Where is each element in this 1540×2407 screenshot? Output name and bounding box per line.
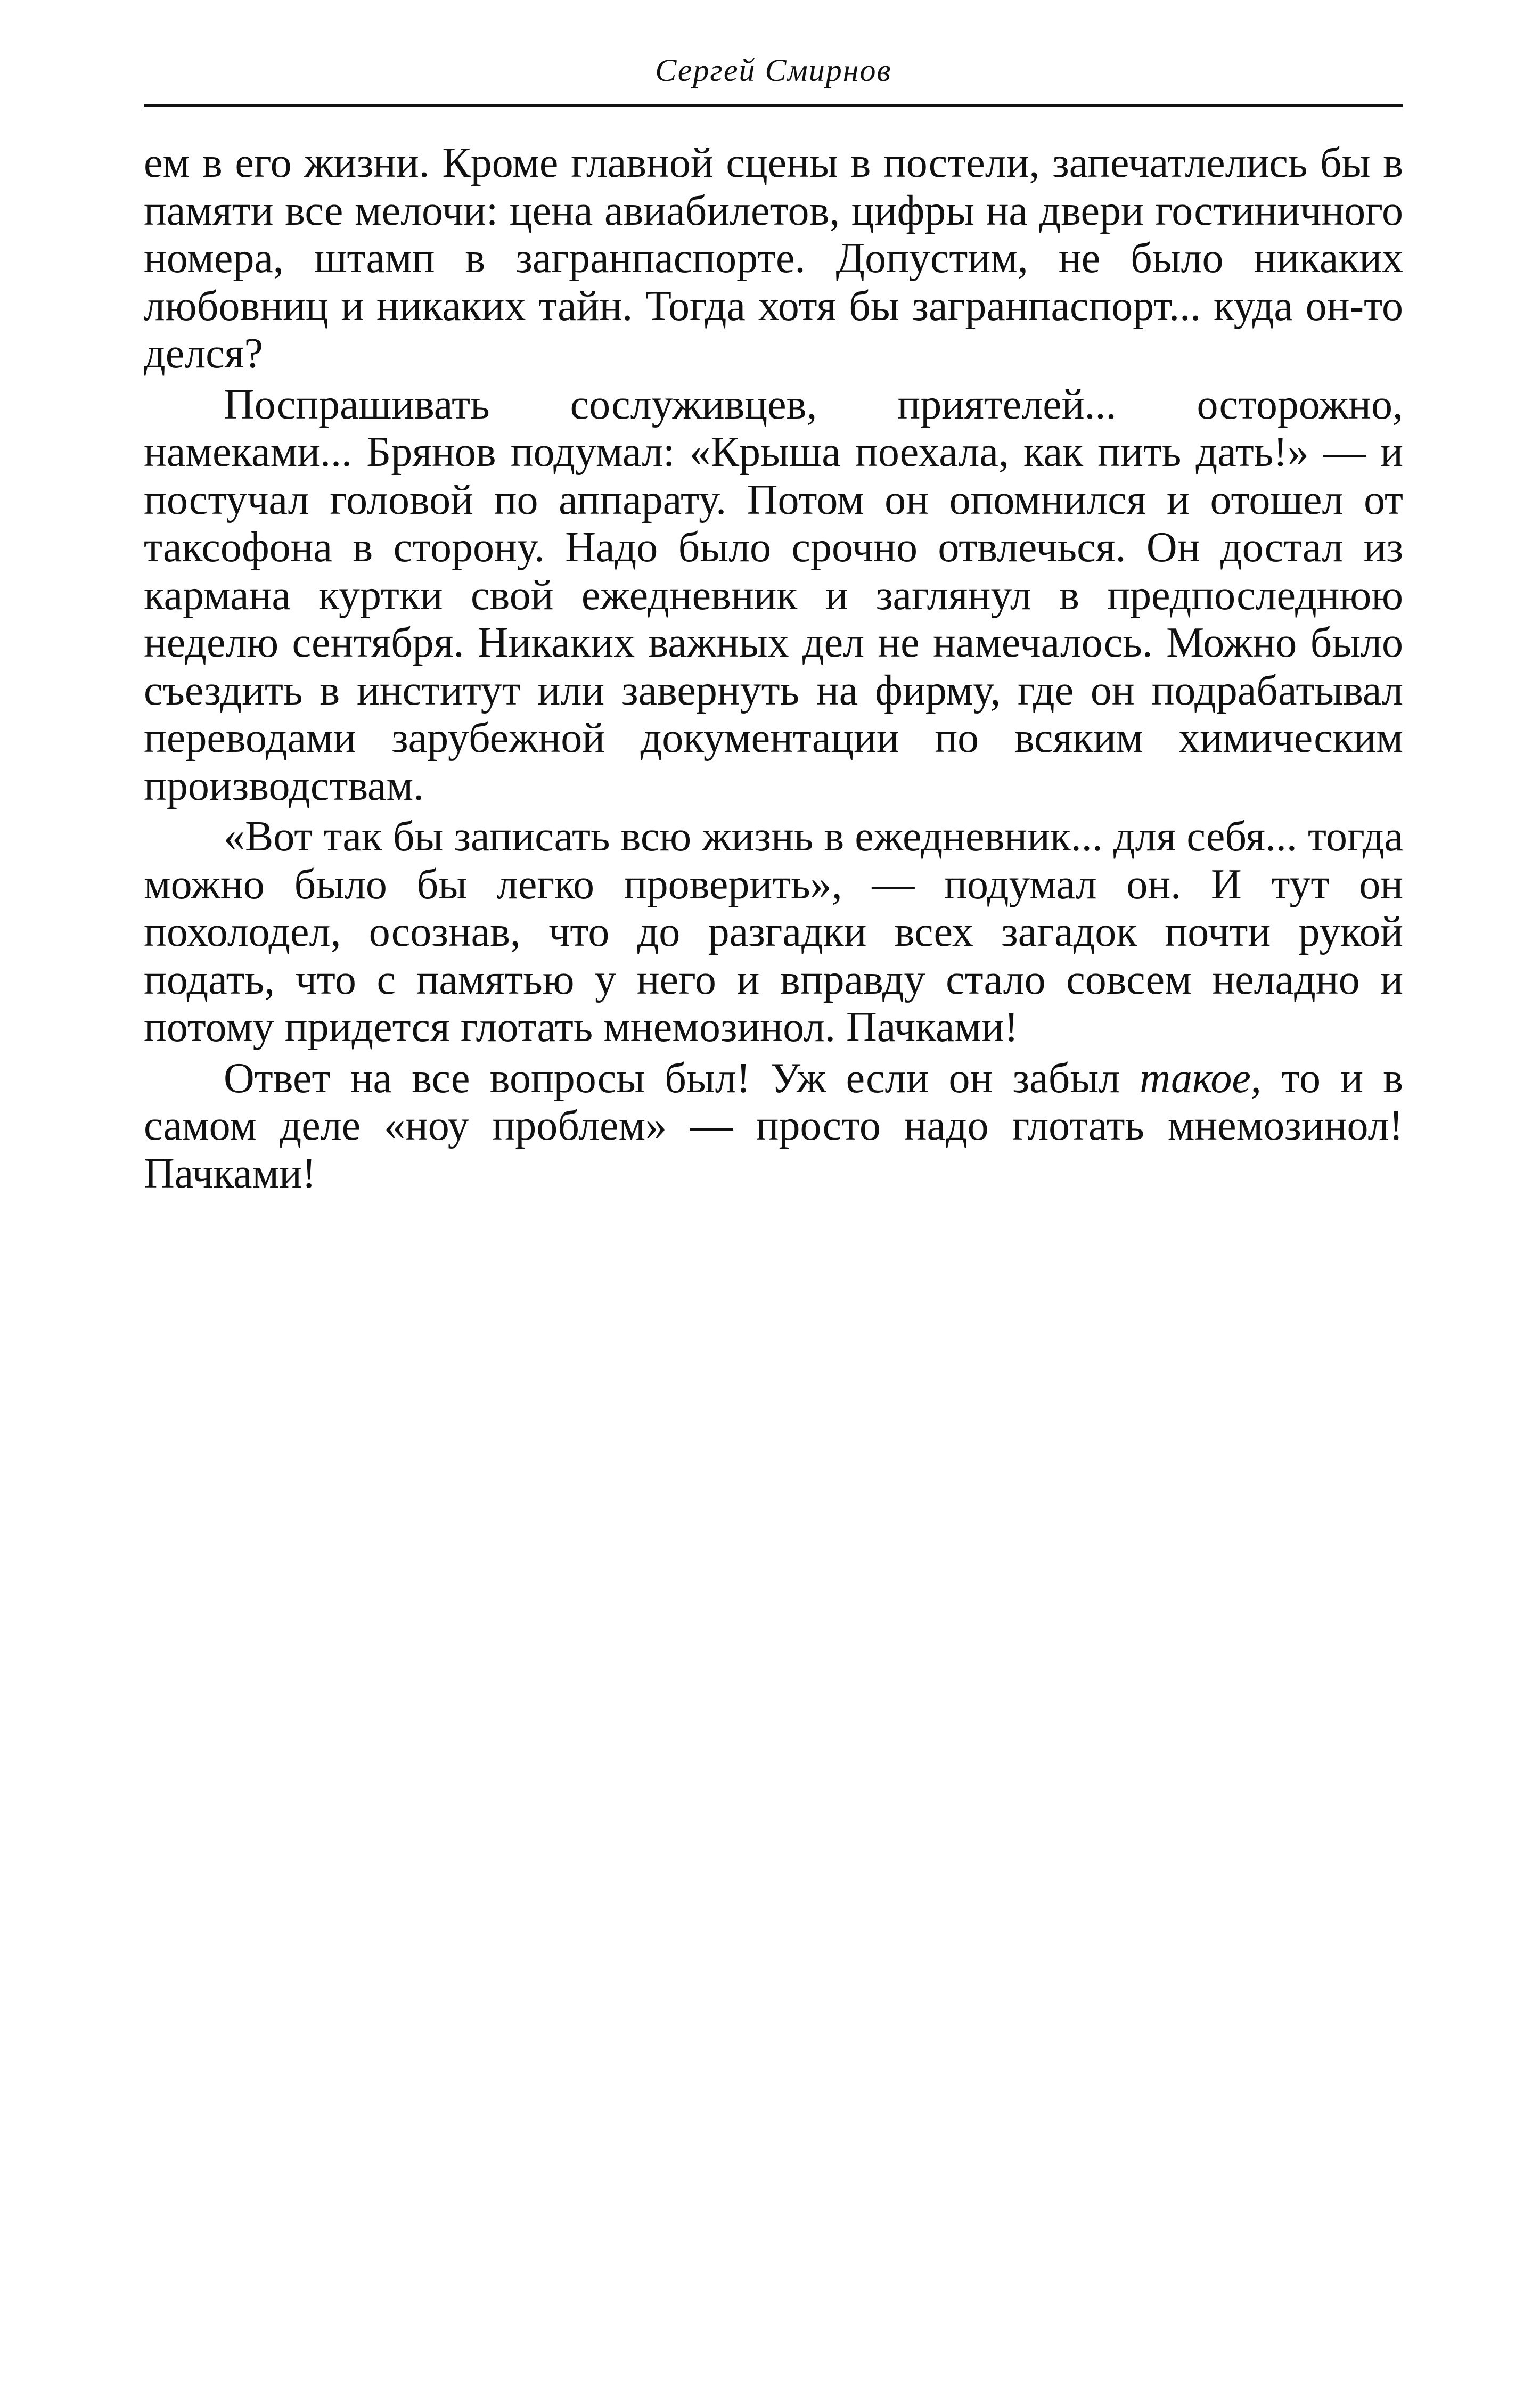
paragraph-text: , то и в самом деле «ноу проблем» — просто надо глотать мнемозинол! Пачками! (144, 1054, 1403, 1197)
emphasized-word: такое (1140, 1054, 1251, 1102)
body-text (144, 140, 1403, 1198)
running-head-author: Сергей Смирнов (655, 53, 892, 88)
paragraph: «Вот так бы записать всю жизнь в ежедневник... для себя... тогда можно было бы легко проверить», — подумал он. И тут он похолодел, осознав, что до разгадки всех загадок почти рукой подать, что с памятью у него и вправду стало совсем неладно и потому придется глотать мнемозинол. Пачками! (144, 813, 1403, 1051)
paragraph: Поспрашивать сослуживцев, приятелей... осторожно, намеками... Брянов подумал: «Крыша поехала, как пить дать!» — и постучал головой по аппарату. Потом он опомнился и отошел от таксофона в сторону. Надо было срочно отвлечься. Он достал из кармана куртки свой ежедневник и заглянул в предпоследнюю неделю сентября. Никаких важных дел не намечалось. Можно было съездить в институт или завернуть на фирму, где он подрабатывал переводами зарубежной документации по всяким химическим производствам. (144, 381, 1403, 809)
paragraph: ем в его жизни. Кроме главной сцены в постели, запечатлелись бы в памяти все мелочи: цена авиабилетов, цифры на двери гостиничного номера, штамп в загранпаспорте. Допустим, не было никаких любовниц и никаких тайн. Тогда хотя бы загранпаспорт... куда он-то делся? (144, 140, 1403, 377)
header-rule (144, 104, 1403, 107)
paragraph-text: Ответ на все вопросы был! Уж если он забыл (224, 1054, 1140, 1102)
paragraph (144, 1055, 1403, 1198)
